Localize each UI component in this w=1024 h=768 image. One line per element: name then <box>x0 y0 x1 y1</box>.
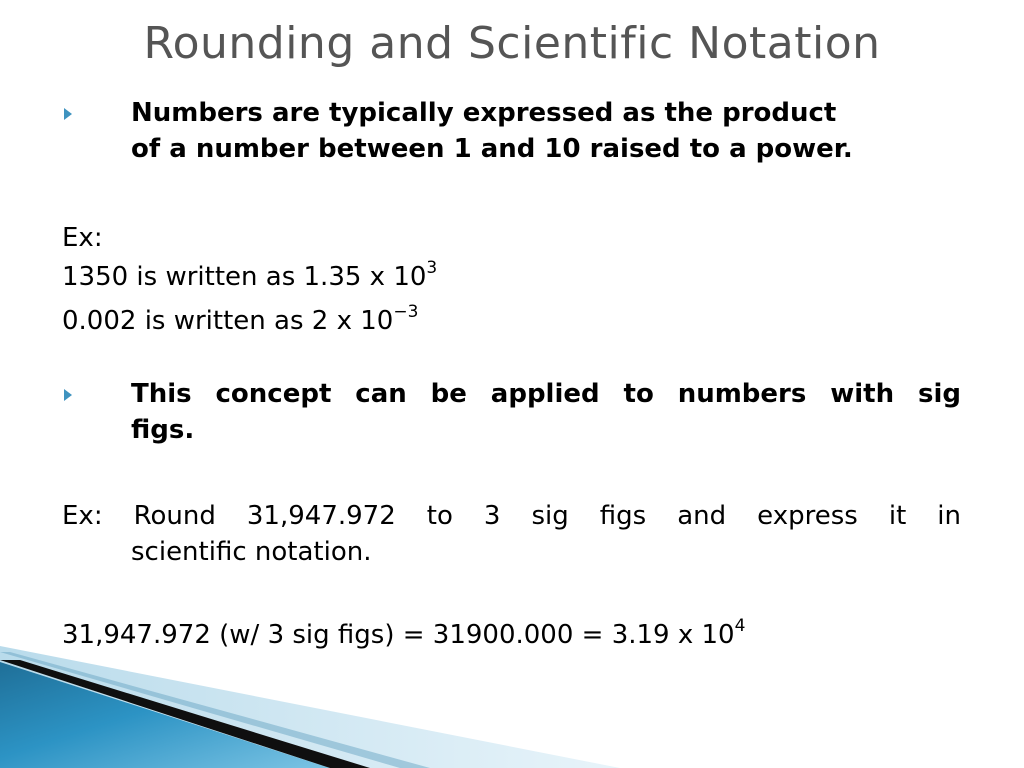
bullet2-line2: figs. <box>131 415 195 445</box>
example1-text: 1350 is written as 1.35 x 10 <box>62 262 427 292</box>
bullet1-line2: of a number between 1 and 10 raised to a power. <box>131 134 853 164</box>
corner-decoration <box>0 600 1024 768</box>
example3-line2: scientific notation. <box>131 537 372 567</box>
example2-exponent: −3 <box>393 302 419 322</box>
bullet2-line1: This concept can be applied to numbers with sig <box>131 379 961 409</box>
bullet-triangle-icon <box>64 389 72 401</box>
example2-text: 0.002 is written as 2 x 10 <box>62 306 394 336</box>
bullet1-line1: Numbers are typically expressed as the product <box>131 98 837 128</box>
example2-line <box>62 302 419 338</box>
slide-title: Rounding and Scientific Notation <box>143 18 881 69</box>
example1-exponent: 3 <box>426 258 438 278</box>
result-text: 31,947.972 (w/ 3 sig figs) = 31900.000 = 3.19 x 10 <box>62 620 735 650</box>
bullet-triangle-icon <box>64 108 72 120</box>
example-label: Ex: <box>62 223 103 253</box>
result-exponent: 4 <box>734 616 746 636</box>
example1-line <box>62 258 438 294</box>
example3-line1: Ex: Round 31,947.972 to 3 sig figs and express it in <box>62 501 961 531</box>
